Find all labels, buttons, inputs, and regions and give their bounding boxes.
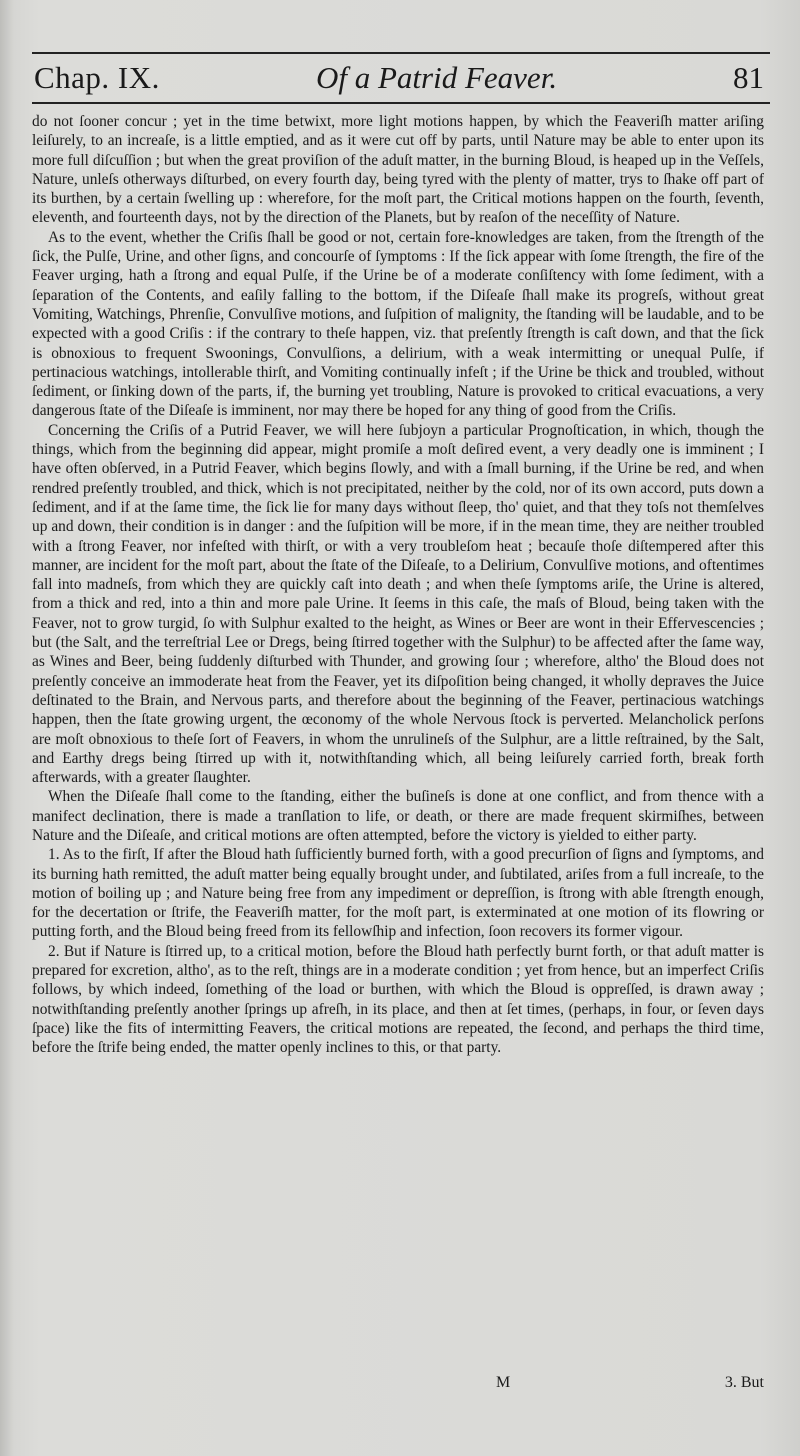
paragraph: When the Diſeaſe ſhall come to the ſtanding, either the buſineſs is done at one conflict, and from thence with a manifect declination, there is made a tranſlation to life, or death, or there are made frequent skirmiſhes, between Nature and the Diſeaſe, and critical motions are often attempted, before the victory is yielded to either party.: [32, 788, 764, 844]
paragraph: do not ſooner concur ; yet in the time betwixt, more light motions happen, by which the Feaveriſh matter ariſing leiſurely, to an increaſe, is a little emptied, and as it were cut off by parts, until Nature may be able to enter upon its more full diſcuſſion ; but when the great proviſion of the aduſt matter, in the burning Bloud, is heaped up in the Veſſels, Nature, unleſs otherways diſturbed, on every fourth day, being tyred with the plenty of matter, trys to ſhake off part of its burthen, by a certain ſwelling up : wherefore, for the moſt part, the Critical motions happen on the fourth, ſeventh, eleventh, and fourteenth days, not by the direction of the Planets, but by reaſon of the neceſſity of Nature.: [32, 113, 764, 227]
page-number: 81: [733, 60, 764, 95]
page-title: Of a Patrid Feaver.: [316, 60, 558, 95]
page-footer: [32, 1374, 764, 1398]
header-bottom-rule: [32, 102, 770, 104]
chapter-label: Chap. IX.: [34, 60, 160, 95]
running-header: [32, 52, 770, 104]
paragraph: 1. As to the firſt, If after the Bloud hath ſufficiently burned forth, with a good precurſion of ſigns and ſymptoms, and its burning hath remitted, the aduſt matter being equally brought under, and ſubtilated, ariſes from a full increaſe, to the motion of boiling up ; and Nature being free from any impediment or depreſſion, is ſtrong with able ſtrength enough, for the decertation or ſtrife, the Feaveriſh matter, for the moſt part, is exterminated at one motion of its flowring or putting forth, and the Bloud being freed from its fellowſhip and infection, ſoon recovers its former vigour.: [32, 846, 764, 941]
paragraph: 2. But if Nature is ſtirred up, to a critical motion, before the Bloud hath perfectly burnt forth, or that aduſt matter is prepared for excretion, altho', as to the reſt, things are in a moderate condition ; yet from hence, but an imperfect Criſis follows, by which indeed, ſomething of the load or burthen, with which the Bloud is oppreſſed, is drawn away ; notwithſtanding preſently another ſprings up afreſh, in its place, and then at ſet times, (perhaps, in four, or ſeven days ſpace) like the fits of intermitting Feavers, the critical motions are repeated, the ſecond, and perhaps the third time, before the ſtrife being ended, the matter openly inclines to this, or that party.: [32, 942, 764, 1057]
header-top-rule: [32, 52, 770, 54]
paragraph: As to the event, whether the Criſis ſhall be good or not, certain fore-knowledges are taken, from the ſtrength of the ſick, the Pulſe, Urine, and other ſigns, and concourſe of ſymptoms : If the ſick appear with ſome ſtrength, the fire of the Feaver urging, hath a ſtrong and equal Pulſe, if the Urine be of a moderate conſiſtency with ſome ſediment, with a ſeparation of the Contents, and eaſily falling to the bottom, if the Diſeaſe ſhall make its progreſs, without great Vomiting, Watchings, Phrenſie, Convulſive motions, and ſuſpition of malignity, the ſtanding will be laudable, and to be expected with a good Criſis : if the contrary to theſe happen, viz. that preſently ſtrength is caſt down, and that the ſick is obnoxious to frequent Swoonings, Convulſions, a delirium, with a weak intermitting or unequal Pulſe, if pertinacious watchings, intollerable thirſt, and Vomiting continually infeſt ; if the Urine be thick and troubled, without ſediment, or ſinking down of the parts, if, the burning yet troubling, Nature is provoked to critical evacuations, a very dangerous ſtate of the Diſeaſe is imminent, nor may there be hoped for any thing of good from the Criſis.: [32, 228, 764, 420]
catchword: 3. But: [724, 1374, 764, 1391]
paragraph: Concerning the Criſis of a Putrid Feaver, we will here ſubjoyn a particular Prognoſtication, in which, though the things, which from the beginning did appear, might promiſe a moſt deſired event, a very deadly one is imminent ; I have often obſerved, in a Putrid Feaver, which begins ſlowly, and with a ſmall burning, if the Urine be red, and when rendred preſently troubled, and thick, which is not precipitated, neither by the cold, nor of its own accord, puts down a ſediment, and if at the ſame time, the ſick lie for many days without ſleep, tho' quiet, and that they toſs not themſelves up and down, their condition is in danger : and the ſuſpition will be more, if in the mean time, they are neither troubled with a ſtrong Feaver, nor infeſted with thirſt, or with a very troubleſom heat ; becauſe thoſe diſtempered after this manner, are incident for the moſt part, about the ſtate of the Diſeaſe, to a Delirium, Convulſive motions, and oftentimes fall into madneſs, from which they are quickly caſt into death ; and when theſe ſymptoms ariſe, the Urine is altered, from a thick and red, into a thin and more pale Urine. It ſeems in this caſe, the maſs of Bloud, being taken with the Feaver, not to grow turgid, ſo with Sulphur exalted to the height, as Wines or Beer are wont in their Effervescencies ; but (the Salt, and the terreſtrial Lee or Dregs, being ſtirred together with the Sulphur) to be affected after the ſame way, as Wines and Beer, being ſuddenly diſturbed with Thunder, and growing ſour ; wherefore, altho' the Bloud does not preſently conceive an immoderate heat from the Feaver, yet its diſpoſition being changed, it wholly depraves the Juice deſtinated to the Brain, and Nervous parts, and therefore about the beginning of the Feaver, pertinacious watchings happen, then the ſtate growing urgent, the œconomy of the whole Nervous ſtock is perverted. Melancholick perſons are moſt obnoxious to theſe ſort of Feavers, in whom the unrulineſs of the Sulphur, are a little reſtrained, by the Salt, and Earthy dregs being ſtirred up with it, notwithſtanding which, all being leiſurely carried forth, break forth afterwards, with a greater ſlaughter.: [32, 421, 764, 787]
body-text: [32, 112, 764, 1058]
signature-mark: M: [496, 1374, 512, 1391]
